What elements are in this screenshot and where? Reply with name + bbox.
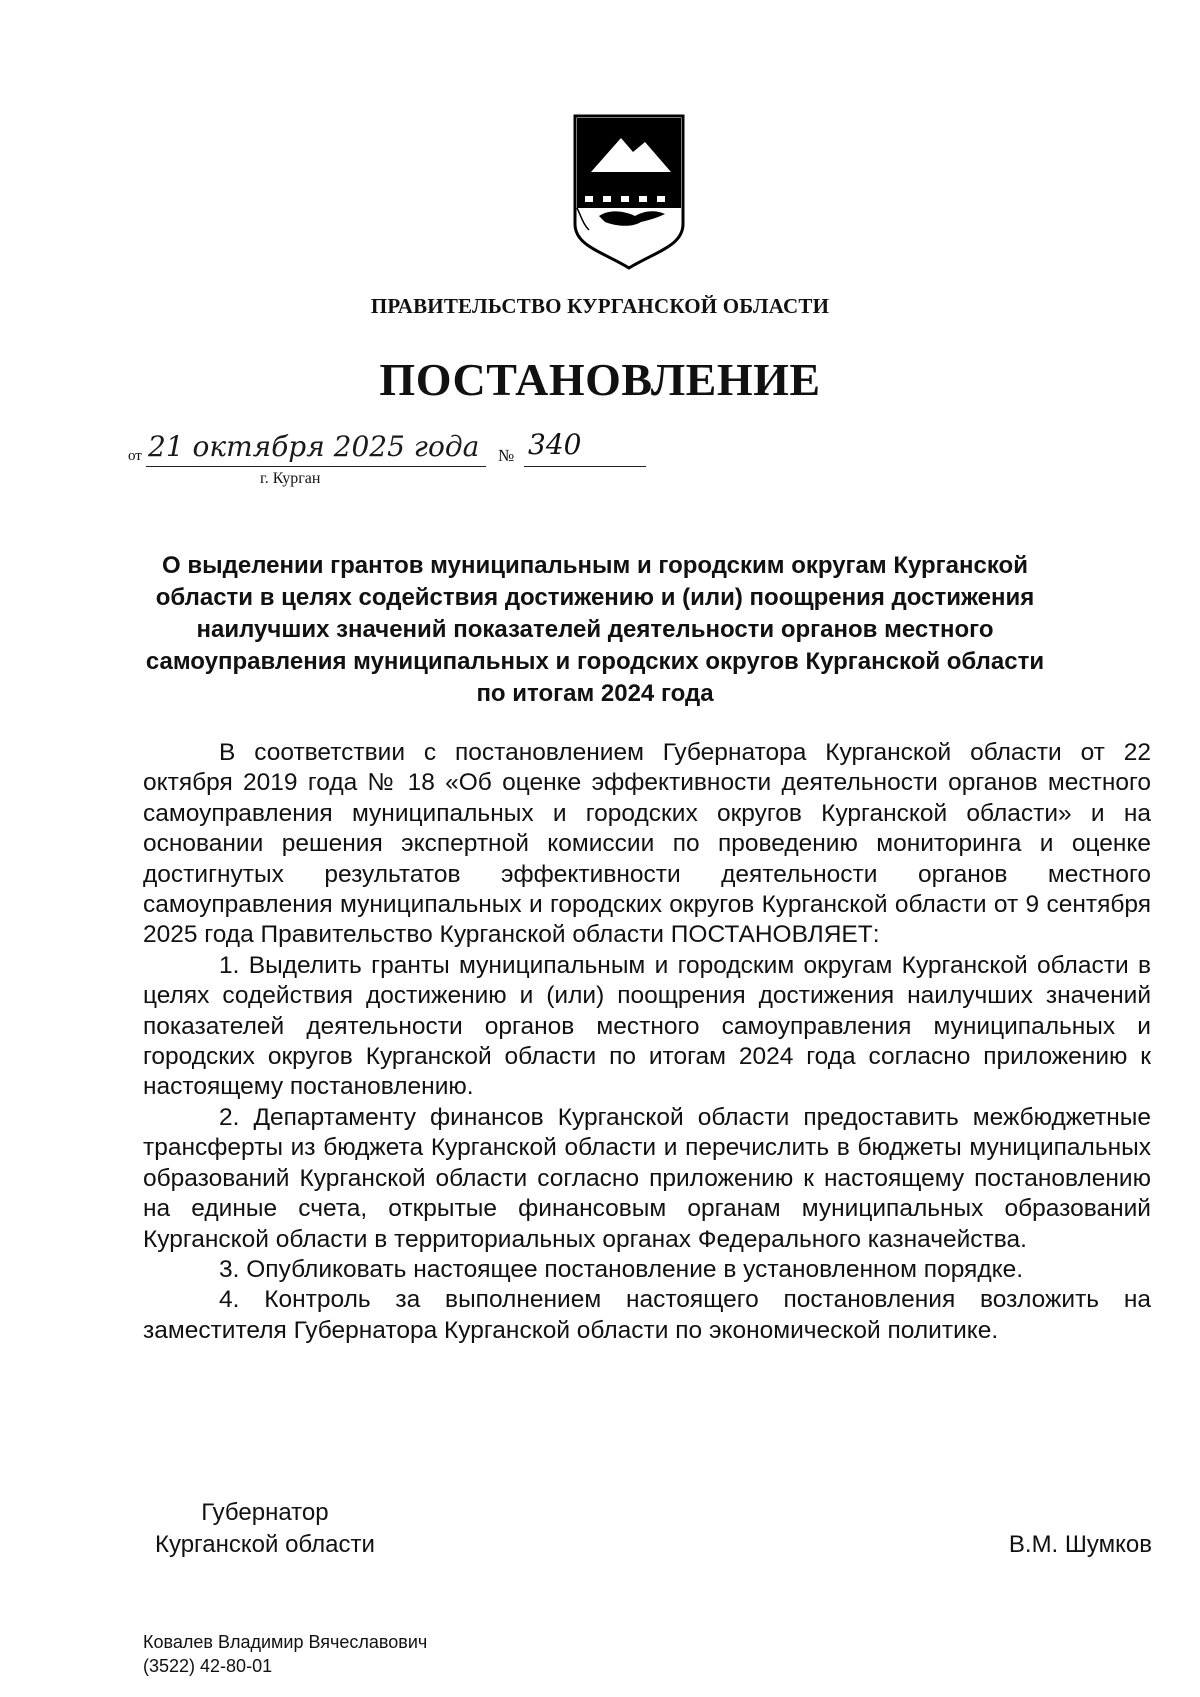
signatory-position-line2: Курганской области — [155, 1531, 375, 1558]
number-sign: № — [498, 446, 515, 465]
executor-phone: (3522) 42-80-01 — [143, 1656, 273, 1676]
signatory-position — [155, 1497, 375, 1561]
signatory-position-line1: Губернатор — [201, 1499, 329, 1526]
clause-2-paragraph: 2. Департаменту финансов Курганской области предоставить межбюджетные трансферты из бюджета Курганской области и перечислить в бюджеты муниципальных образований Курганской области согласно приложению к настоящему постановлению на единые счета, открытые финансовым органам муниципальных образований Курганской области в территориальных органах Федерального казначейства. — [143, 1103, 1151, 1253]
number-underline — [524, 466, 646, 467]
date-underline — [146, 466, 486, 467]
handwritten-number: 340 — [528, 428, 582, 461]
clause-3-paragraph: 3. Опубликовать настоящее постановление в установленном порядке. — [219, 1255, 1024, 1283]
coat-of-arms-emblem — [571, 112, 687, 270]
document-body — [143, 738, 1151, 1346]
handwritten-date: 21 октября 2025 года — [148, 430, 480, 463]
document-type: ПОСТАНОВЛЕНИЕ — [379, 354, 821, 405]
preamble-paragraph: В соответствии с постановлением Губернатора Курганской области от 22 октября 2019 года № 18 «Об оценке эффективности деятельности органов местного самоуправления муниципальных и городских округов Курганской области» и на основании решения экспертной комиссии по проведению мониторинга и оценке достигнутых результатов эффективности деятельности органов местного самоуправления муниципальных и городских округов Курганской области от 9 сентября 2025 года Правительство Курганской области ПОСТАНОВЛЯЕТ: — [143, 739, 1151, 949]
organization-name: ПРАВИТЕЛЬСТВО КУРГАНСКОЙ ОБЛАСТИ — [370, 294, 830, 318]
clause-4-paragraph: 4. Контроль за выполнением настоящего постановления возложить на заместителя Губернатора Курганской области по экономической политике. — [143, 1286, 1151, 1344]
dateline — [128, 426, 648, 486]
executor-contact — [143, 1630, 427, 1678]
clause-1-paragraph: 1. Выделить гранты муниципальным и городским округам Курганской области в целях содействия достижению и (или) поощрения достижения наилучших значений показателей деятельности органов местного самоуправления муниципальных и городских округов Курганской области по итогам 2024 года согласно приложению к настоящему постановлению. — [143, 951, 1151, 1101]
executor-name: Ковалев Владимир Вячеславович — [143, 1632, 428, 1652]
city-label: г. Курган — [260, 470, 321, 487]
document-title: О выделении грантов муниципальным и городским округам Курганской области в целях содействия достижению и (или) поощрения достижения наилучших значений показателей деятельности органов местного самоуправления муниципальных и городских округов Курганской области по итогам 2024 года — [145, 552, 1045, 707]
date-prefix: от — [128, 448, 142, 464]
signatory-name: В.М. Шумков — [1008, 1531, 1152, 1558]
